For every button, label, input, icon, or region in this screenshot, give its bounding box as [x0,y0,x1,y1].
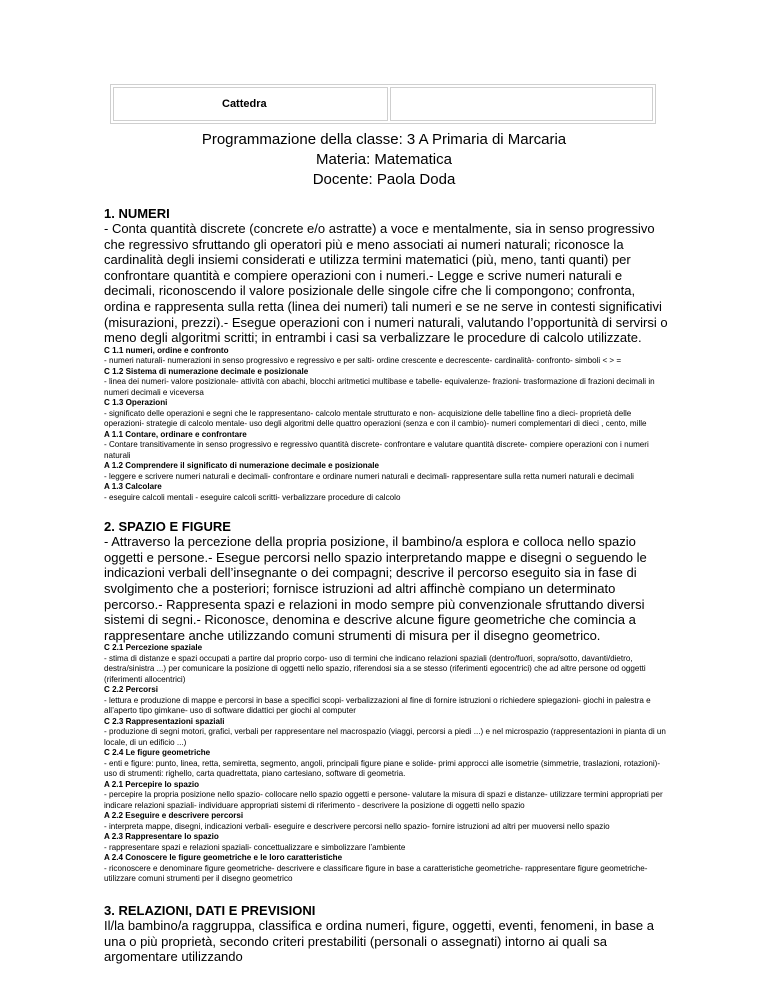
item-title: C 2.2 Percorsi [104,685,158,695]
teacher-title: Docente: Paola Doda [312,171,456,188]
item-title: C 2.4 Le figure geometriche [104,748,211,758]
item-text: - riconoscere e denominare figure geometriche- descrivere e classificare figure in base a caratteristiche geometriche- rappresentare figure geometriche- utilizzare comuni strumenti per il disegno geometrico [104,863,648,884]
item-text: - significato delle operazioni e segni che le rappresentano- calcolo mentale strutturato e non- acquisizione delle tabelline fino a dieci- proprietà delle operazioni- strategie di calcolo mentale- uso degli algoritmi delle quattro operazioni (senza e con il cambio)- numeri complementari di dieci , cento, mille [104,408,647,429]
class-title: Programmazione della classe: 3 A Primaria di Marcaria [201,131,567,148]
item-text: - stima di distanze e spazi occupati a partire dal proprio corpo- uso di termini che indicano relazioni spaziali (dentro/fuori, sopra/sotto, davanti/dietro, destra/sinistra ...) per comunicare la posizione di oggetti nello spazio, riferendosi sia a se stesso (riferimenti egocentrici) che ad altre persone od oggetti (riferimenti allocentrici) [104,653,646,684]
document-content [104,206,670,965]
item-text: - numeri naturali- numerazioni in senso progressivo e regressivo e per salti- ordine crescente e decrescente- cardinalità- confronto- simboli < > = [104,356,622,366]
section-items [104,643,670,885]
section-heading: 1. NUMERI [104,206,170,221]
item-title: C 2.1 Percezione spaziale [104,643,203,653]
item-text: - leggere e scrivere numeri naturali e decimali- confrontare e ordinare numeri naturali e decimali- rappresentare sulla retta numeri naturali e decimali [104,471,634,481]
item-text: - lettura e produzione di mappe e percorsi in base a specifici scopi- verbalizzazioni al fine di fornire istruzioni o richiedere spiegazioni- giochi in palestra e all’aperto tipo gimkane- uso di software didattici per giochi al computer [104,695,651,716]
document-title [0,130,768,190]
item-text: - percepire la propria posizione nello spazio- collocare nello spazio oggetti e persone- valutare la misura di spazi e distanze- utilizzare termini appropriati per indicare relazioni spaziali- individuare appropriati sistemi di riferimento - descrivere la posizione di oggetti nello spazio [104,790,663,810]
header-table [110,84,656,124]
section-spazio-e-figure [104,519,670,885]
item-title: C 1.3 Operazioni [104,398,168,408]
item-title: C 1.2 Sistema di numerazione decimale e posizionale [104,366,309,376]
item-text: - enti e figure: punto, linea, retta, semiretta, segmento, angoli, principali figure piane e solide- primi approcci alle isometrie (simmetrie, traslazioni, rotazioni)- uso di strumenti: righello, carta quadrettata, piano cartesiano, software di geometria. [104,758,661,779]
item-title: A 1.2 Comprendere il significato di numerazione decimale e posizionale [104,461,379,471]
section-heading: 3. RELAZIONI, DATI E PREVISIONI [104,902,316,918]
item-title: A 2.1 Percepire lo spazio [104,779,200,789]
section-intro: Il/la bambino/a raggruppa, classifica e ordina numeri, figure, oggetti, eventi, fenomeni, in base a una o più proprietà, secondo criteri prestabiliti (personali o assegnati) intorno ai quali sa argomentare utilizzando [104,917,654,965]
item-title: A 2.2 Eseguire e descrivere percorsi [104,811,244,821]
cattedra-label-cell [113,87,388,121]
item-text: - produzione di segni motori, grafici, verbali per rappresentare nel macrospazio (viaggi, percorsi a piedi ...) e nel microspazio (rappresentazioni in pianta di un locale, di un edificio ...) [104,727,666,747]
item-title: A 2.3 Rappresentare lo spazio [104,832,219,842]
item-text: - eseguire calcoli mentali - eseguire calcoli scritti- verbalizzare procedure di calcolo [104,492,401,502]
item-text: - rappresentare spazi e relazioni spaziali- concettualizzare e simbolizzare l’ambiente [104,842,406,852]
section-intro: - Attraverso la percezione della propria posizione, il bambino/a esplora e colloca nello spazio oggetti e persone.- Esegue percorsi nello spazio interpretando mappe e disegni o seguendo le indicazioni verbali dell’insegnante o dei compagni; descrive il percorso eseguito sia in fase di svolgimento che a posteriori; fornisce istruzioni ad altri affinchè compiano un determinato percorso.- Rappresenta spazi e relazioni in modo sempre più convenzionale sfruttando diversi sistemi di segni.- Riconosce, denomina e descrive alcune figure geometriche che comincia a rappresentare anche utilizzando comuni strumenti di misura per il disegno geometrico. [104,534,647,643]
item-title: A 1.3 Calcolare [104,482,162,492]
section-heading: 2. SPAZIO E FIGURE [104,519,231,535]
item-title: C 2.3 Rappresentazioni spaziali [104,716,225,726]
item-title: C 1.1 numeri, ordine e confronto [104,345,229,355]
section-items [104,346,670,504]
item-text: - Contare transitivamente in senso progressivo e regressivo quantità discrete- confrontare e valutare quantità discrete- compiere operazioni con i numeri naturali [104,440,649,460]
subject-title: Materia: Matematica [316,151,452,168]
section-relazioni-dati-previsioni [104,903,670,965]
item-title: A 1.1 Contare, ordinare e confrontare [104,429,247,439]
item-text: - linea dei numeri- valore posizionale- attività con abachi, blocchi aritmetici multibase e tabelle- equivalenze- frazioni- trasformazione di frazioni decimali in numeri decimali e viceversa [104,377,655,397]
cattedra-label: Cattedra [222,98,267,110]
item-text: - interpreta mappe, disegni, indicazioni verbali- eseguire e descrivere percorsi nello spazio- fornire istruzioni ad altri per muoversi nello spazio [104,821,610,831]
item-title: A 2.4 Conoscere le figure geometriche e le loro caratteristiche [104,853,343,863]
section-intro: - Conta quantità discrete (concrete e/o astratte) a voce e mentalmente, sia in senso progressivo che regressivo sfruttando gli operatori più e meno associati ai numeri naturali; riconosce la cardinalità degli insiemi considerati e utilizza termini matematici (più, meno, tanti quanti) per confrontare quantità e compiere operazioni con i numeri.- Legge e scrive numeri naturali e decimali, riconoscendo il valore posizionale delle singole cifre che li compongono; confronta, ordina e rappresenta sulla retta (linea dei numeri) tali numeri e se ne serve in contesti significativi (misurazioni, prezzi).- Esegue operazioni con i numeri naturali, valutando l’opportunità di servirsi o meno degli algoritmi scritti; in entrambi i casi sa verbalizzare le procedure di calcolo utilizzate. [104,221,668,346]
cattedra-value-cell [390,87,653,121]
section-numeri [104,206,670,503]
